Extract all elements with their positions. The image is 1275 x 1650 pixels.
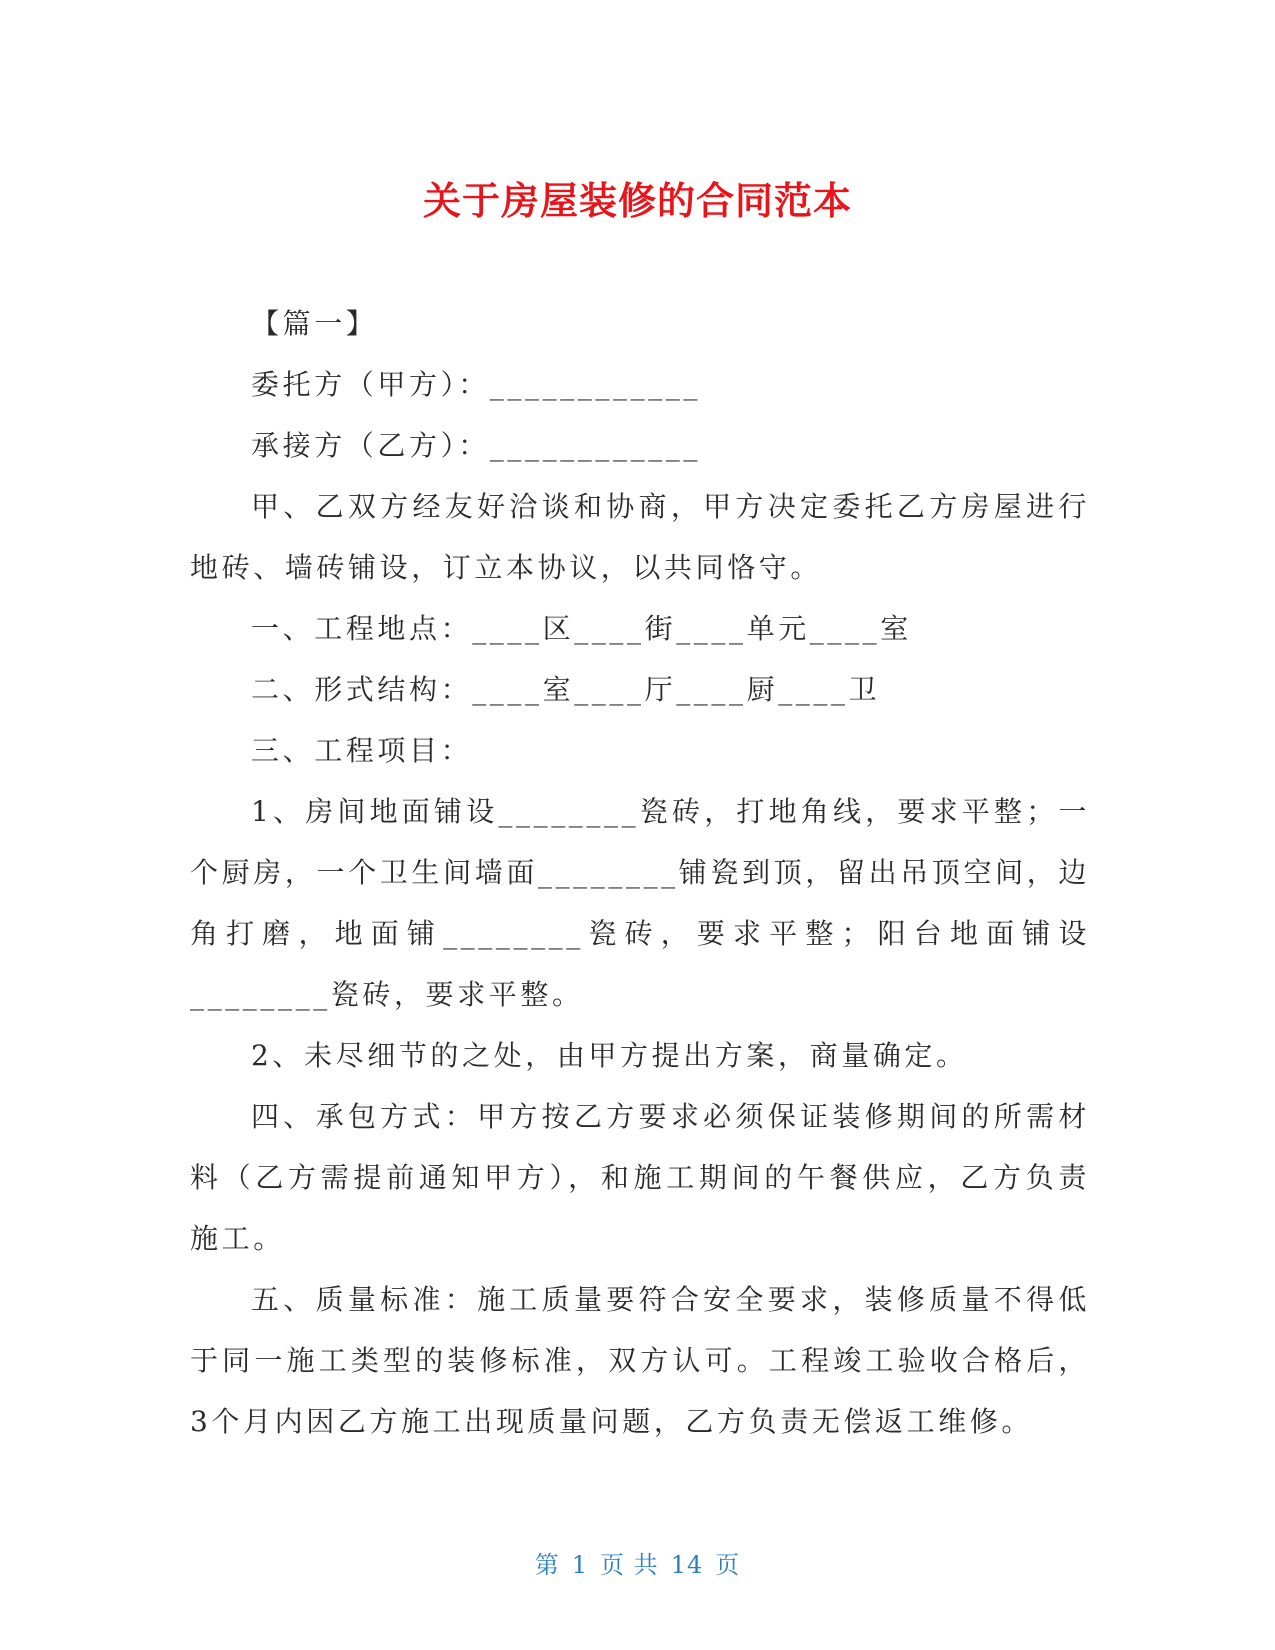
document-title: 关于房屋装修的合同范本 xyxy=(422,179,852,223)
footer-middle: 页 共 xyxy=(600,1551,659,1579)
document-body xyxy=(190,293,1090,1452)
clause-quality-standard: 五、质量标准：施工质量要符合安全要求，装修质量不得低于同一施工类型的装修标准，双方认可。工程竣工验收合格后，3个月内因乙方施工出现质量问题，乙方负责无偿返工维修。 xyxy=(190,1283,1090,1438)
section-heading: 【篇一】 xyxy=(251,307,378,340)
clause-item-2: 2、未尽细节的之处，由甲方提出方案，商量确定。 xyxy=(251,1039,968,1072)
footer-suffix: 页 xyxy=(715,1551,741,1579)
party-a-line: 委托方（甲方）：____________ xyxy=(251,368,702,401)
clause-location: 一、工程地点：____区____街____单元____室 xyxy=(251,612,912,645)
footer-total-pages: 14 xyxy=(670,1551,704,1579)
clause-structure: 二、形式结构：____室____厅____厨____卫 xyxy=(251,673,881,706)
clause-contract-method: 四、承包方式：甲方按乙方要求必须保证装修期间的所需材料（乙方需提前通知甲方），和施工期间的午餐供应，乙方负责施工。 xyxy=(190,1100,1090,1255)
party-b-line: 承接方（乙方）：____________ xyxy=(251,429,702,462)
intro-paragraph: 甲、乙双方经友好洽谈和协商，甲方决定委托乙方房屋进行地砖、墙砖铺设，订立本协议，以共同恪守。 xyxy=(190,490,1090,584)
clause-item-1: 1、房间地面铺设________瓷砖，打地角线，要求平整；一个厨房，一个卫生间墙面________铺瓷到顶，留出吊顶空间，边角打磨，地面铺________瓷砖，要求平整；阳台地面铺设________瓷砖，要求平整。 xyxy=(190,795,1090,1011)
clause-items-heading: 三、工程项目： xyxy=(251,734,473,767)
footer-prefix: 第 xyxy=(534,1551,560,1579)
footer-page-number: 1 xyxy=(571,1551,589,1579)
page-footer xyxy=(0,1545,1275,1580)
